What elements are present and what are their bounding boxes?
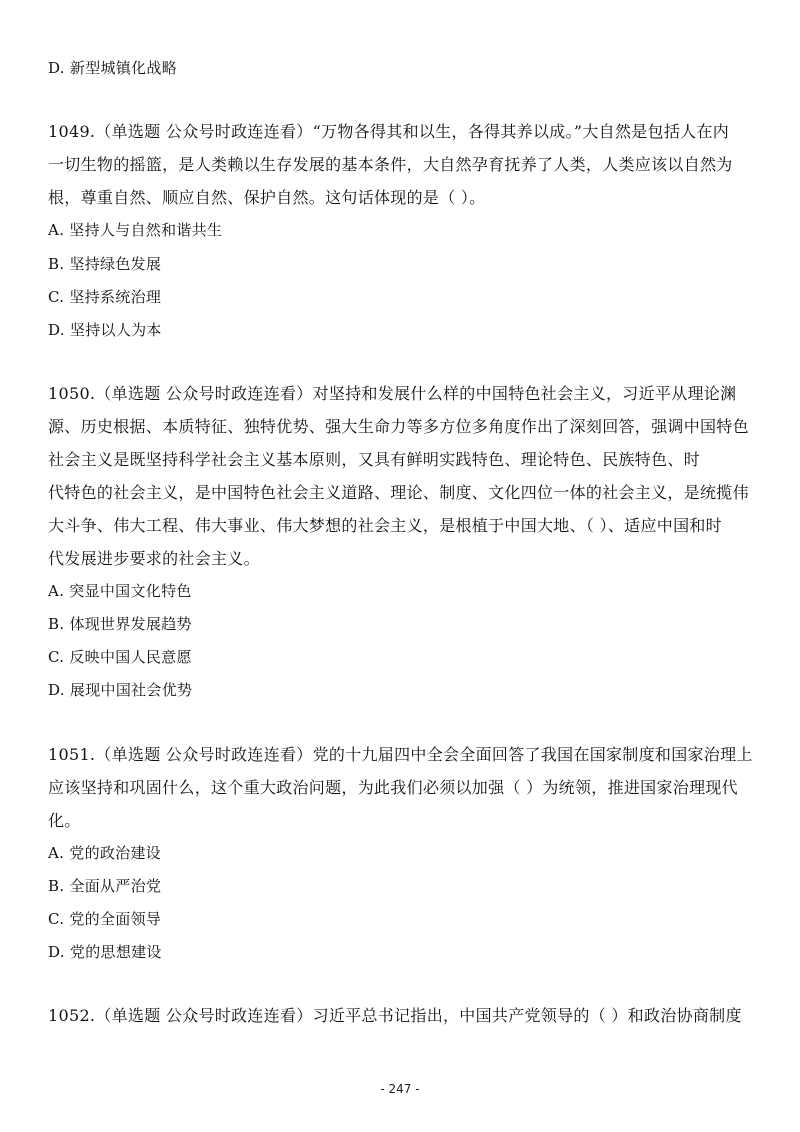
question-text-line: 1051.（单选题 公众号时政连连看）党的十九届四中全会全面回答了我国在国家制度和国家治理上: [48, 745, 753, 764]
question-text-line: 源、历史根据、本质特征、独特优势、强大生命力等多方位多角度作出了深刻回答，强调中国特色: [48, 417, 749, 436]
option-b: B. 全面从严治党: [48, 877, 162, 895]
question-text-line: 大斗争、伟大工程、伟大事业、伟大梦想的社会主义，是根植于中国大地、（ ）、适应中国和时: [48, 516, 722, 535]
option-a: A. 党的政治建设: [48, 844, 162, 862]
question-text-line: 代特色的社会主义，是中国特色社会主义道路、理论、制度、文化四位一体的社会主义，是统揽伟: [48, 483, 749, 502]
question-text-line: 化。: [48, 811, 81, 830]
question-text-line: 应该坚持和巩固什么，这个重大政治问题，为此我们必须以加强（ ）为统领，推进国家治理现代: [48, 778, 738, 797]
option-c: C. 党的全面领导: [48, 910, 162, 928]
option-d: D. 坚持以人为本: [48, 321, 162, 339]
question-text-line: 代发展进步要求的社会主义。: [48, 549, 260, 568]
question-text-line: 一切生物的摇篮，是人类赖以生存发展的基本条件，大自然孕育抚养了人类，人类应该以自然为: [48, 155, 733, 174]
top-option-d: D. 新型城镇化战略: [48, 59, 178, 77]
option-b: B. 体现世界发展趋势: [48, 615, 192, 633]
option-c: C. 坚持系统治理: [48, 288, 162, 306]
option-a: A. 坚持人与自然和谐共生: [48, 221, 223, 239]
page-number: - 247 -: [380, 1082, 420, 1096]
option-d: D. 党的思想建设: [48, 943, 162, 961]
question-text-line: 1052.（单选题 公众号时政连连看）习近平总书记指出，中国共产党领导的（ ）和政治协商制度: [48, 1006, 742, 1025]
option-d: D. 展现中国社会优势: [48, 681, 193, 699]
question-text-line: 社会主义是既坚持科学社会主义基本原则，又具有鲜明实践特色、理论特色、民族特色、时: [48, 450, 701, 469]
option-b: B. 坚持绿色发展: [48, 255, 162, 273]
question-text-line: 1050.（单选题 公众号时政连连看）对坚持和发展什么样的中国特色社会主义，习近平从理论渊: [48, 384, 737, 403]
question-text-line: 根，尊重自然、顺应自然、保护自然。这句话体现的是（ ）。: [48, 188, 486, 207]
option-c: C. 反映中国人民意愿: [48, 648, 192, 666]
option-a: A. 突显中国文化特色: [48, 582, 192, 600]
question-text-line: 1049.（单选题 公众号时政连连看）“万物各得其和以生，各得其养以成。”大自然是包括人在内: [48, 122, 730, 141]
